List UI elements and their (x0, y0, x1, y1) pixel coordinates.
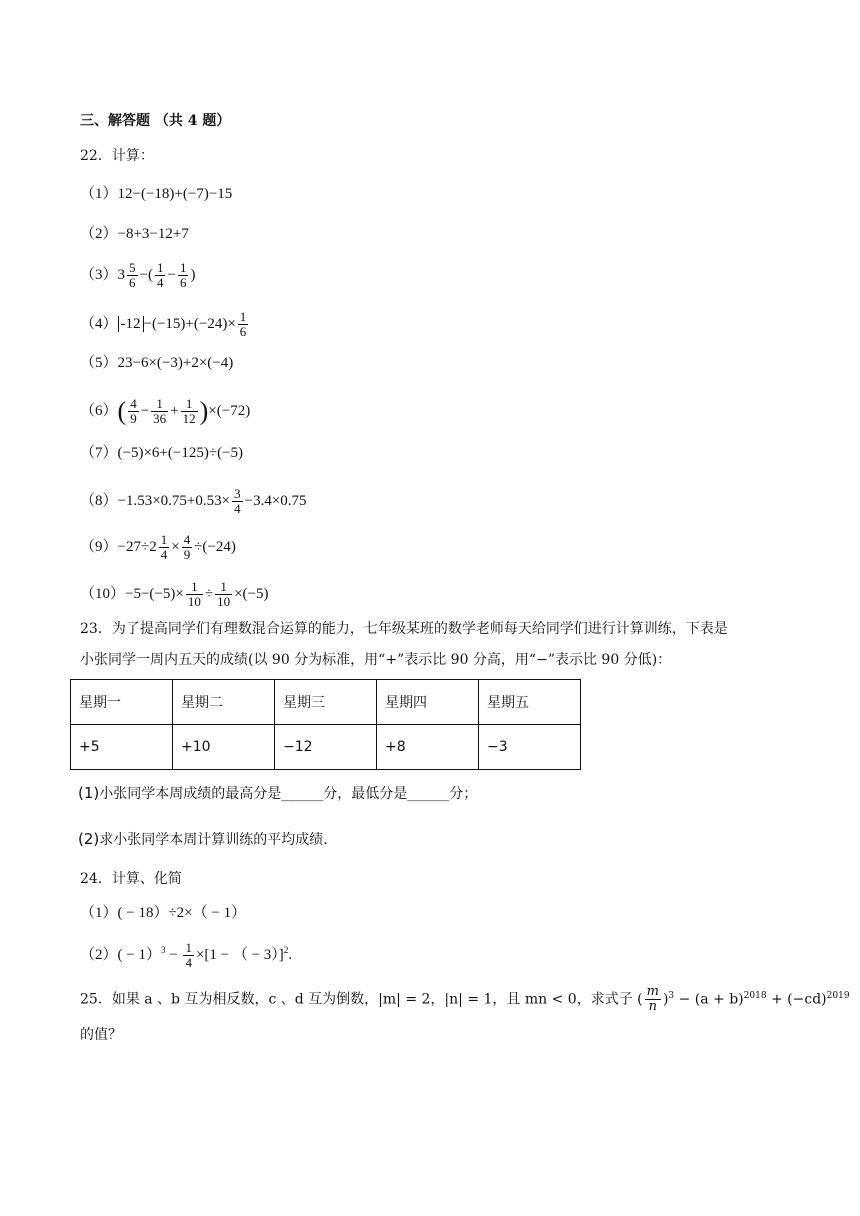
table-cell: 星期一 (71, 680, 173, 725)
table-cell: 星期五 (479, 680, 581, 725)
table-header-row (71, 680, 581, 725)
table-cell: 星期二 (173, 680, 275, 725)
q24-item-2: （2）( − 1）$^3$ − $\frac{1}{4}$ ×[1 − （ − 3）]$^2$. (80, 940, 293, 971)
scores-table (70, 679, 581, 770)
fraction: $\frac{1}{6}$ (179, 260, 187, 290)
q22-item-4: （4） -12 −(−15)+(−24)× $\frac{1}{6}$ (80, 309, 247, 339)
q22-item-7: （7）(−5)×6+(−125)÷(−5) (80, 445, 244, 461)
q23-line-2: 小张同学一周内五天的成绩(以 90 分为标准，用“+”表示比 90 分高，用“−”表示比 90 分低)： (80, 652, 672, 668)
fraction: $\frac{1}{6}$ (239, 309, 247, 339)
q22-item-6: （6）( $\frac{4}{9}$ − $\frac{1}{36}$ + $\frac{1}{12}$ )×(−72) (80, 396, 251, 426)
fraction: $\frac{4}{9}$ (183, 532, 191, 562)
table-cell: 星期四 (377, 680, 479, 725)
fraction: $\frac{5}{6}$ (129, 260, 136, 290)
q23-line-1: 23．为了提高同学们有理数混合运算的能力，七年级某班的数学老师每天给同学们进行计算训练，下表是 (80, 621, 728, 637)
q22-item-5: （5）23−6×(−3)+2×(−4) (80, 355, 234, 371)
q23-sub-1: (1)小张同学本周成绩的最高分是______分，最低分是______分； (78, 784, 478, 802)
q22-item-3: （3）3 $\frac{5}{6}$ −( $\frac{1}{4}$ − $\frac{1}{6}$ ) (80, 260, 196, 290)
q22-item-10: （10）−5−(−5)× $\frac{1}{10}$ ÷ $\frac{1}{10}$ ×(−5) (80, 579, 269, 609)
fraction: $\frac{1}{10}$ (187, 579, 201, 609)
fraction: $\frac{m}{n}$ (646, 984, 659, 1014)
section-title: 三、解答题 （共 4 题） (80, 113, 231, 129)
q24-item-1: （1）( − 18）÷2×（ − 1） (80, 905, 247, 921)
table-row (71, 725, 581, 770)
fraction: $\frac{1}{36}$ (153, 396, 167, 426)
table-cell: +10 (173, 725, 275, 770)
fraction: $\frac{1}{4}$ (185, 940, 192, 971)
q22-item-8: （8）−1.53×0.75+0.53× $\frac{3}{4}$ −3.4×0.75 (80, 486, 307, 516)
table-cell: +8 (377, 725, 479, 770)
q22-item-9: （9）−27÷2 $\frac{1}{4}$ × $\frac{4}{9}$ ÷(−24) (80, 532, 236, 562)
absolute-value: -12 (118, 316, 144, 332)
fraction: $\frac{1}{12}$ (182, 396, 196, 426)
q25-line-2: 的值？ (80, 1027, 122, 1043)
table-cell: −3 (479, 725, 581, 770)
q25-line-1: 25．如果 a 、b 互为相反数，c 、d 互为倒数，|m| = 2，|n| = 1，且 mn < 0，求式子 ( $\frac{m}{n}$ )$^3 - (a + b)^{2018} + (-cd)^{2019}$ (80, 984, 850, 1014)
fraction: $\frac{1}{4}$ (160, 532, 168, 562)
fraction: $\frac{4}{9}$ (130, 396, 137, 426)
fraction: $\frac{3}{4}$ (234, 486, 241, 516)
fraction: $\frac{1}{10}$ (217, 579, 231, 609)
table-cell: 星期三 (275, 680, 377, 725)
table-cell: +5 (71, 725, 173, 770)
q23-sub-2: (2)求小张同学本周计算训练的平均成绩． (78, 830, 338, 848)
q22-item-1: （1）12−(−18)+(−7)−15 (80, 186, 233, 202)
fraction: $\frac{1}{4}$ (156, 260, 164, 290)
q22-item-2: （2）−8+3−12+7 (80, 226, 189, 242)
q24-stem: 24．计算、化简 (80, 871, 182, 887)
q22-stem: 22．计算： (80, 148, 154, 164)
table-cell: −12 (275, 725, 377, 770)
